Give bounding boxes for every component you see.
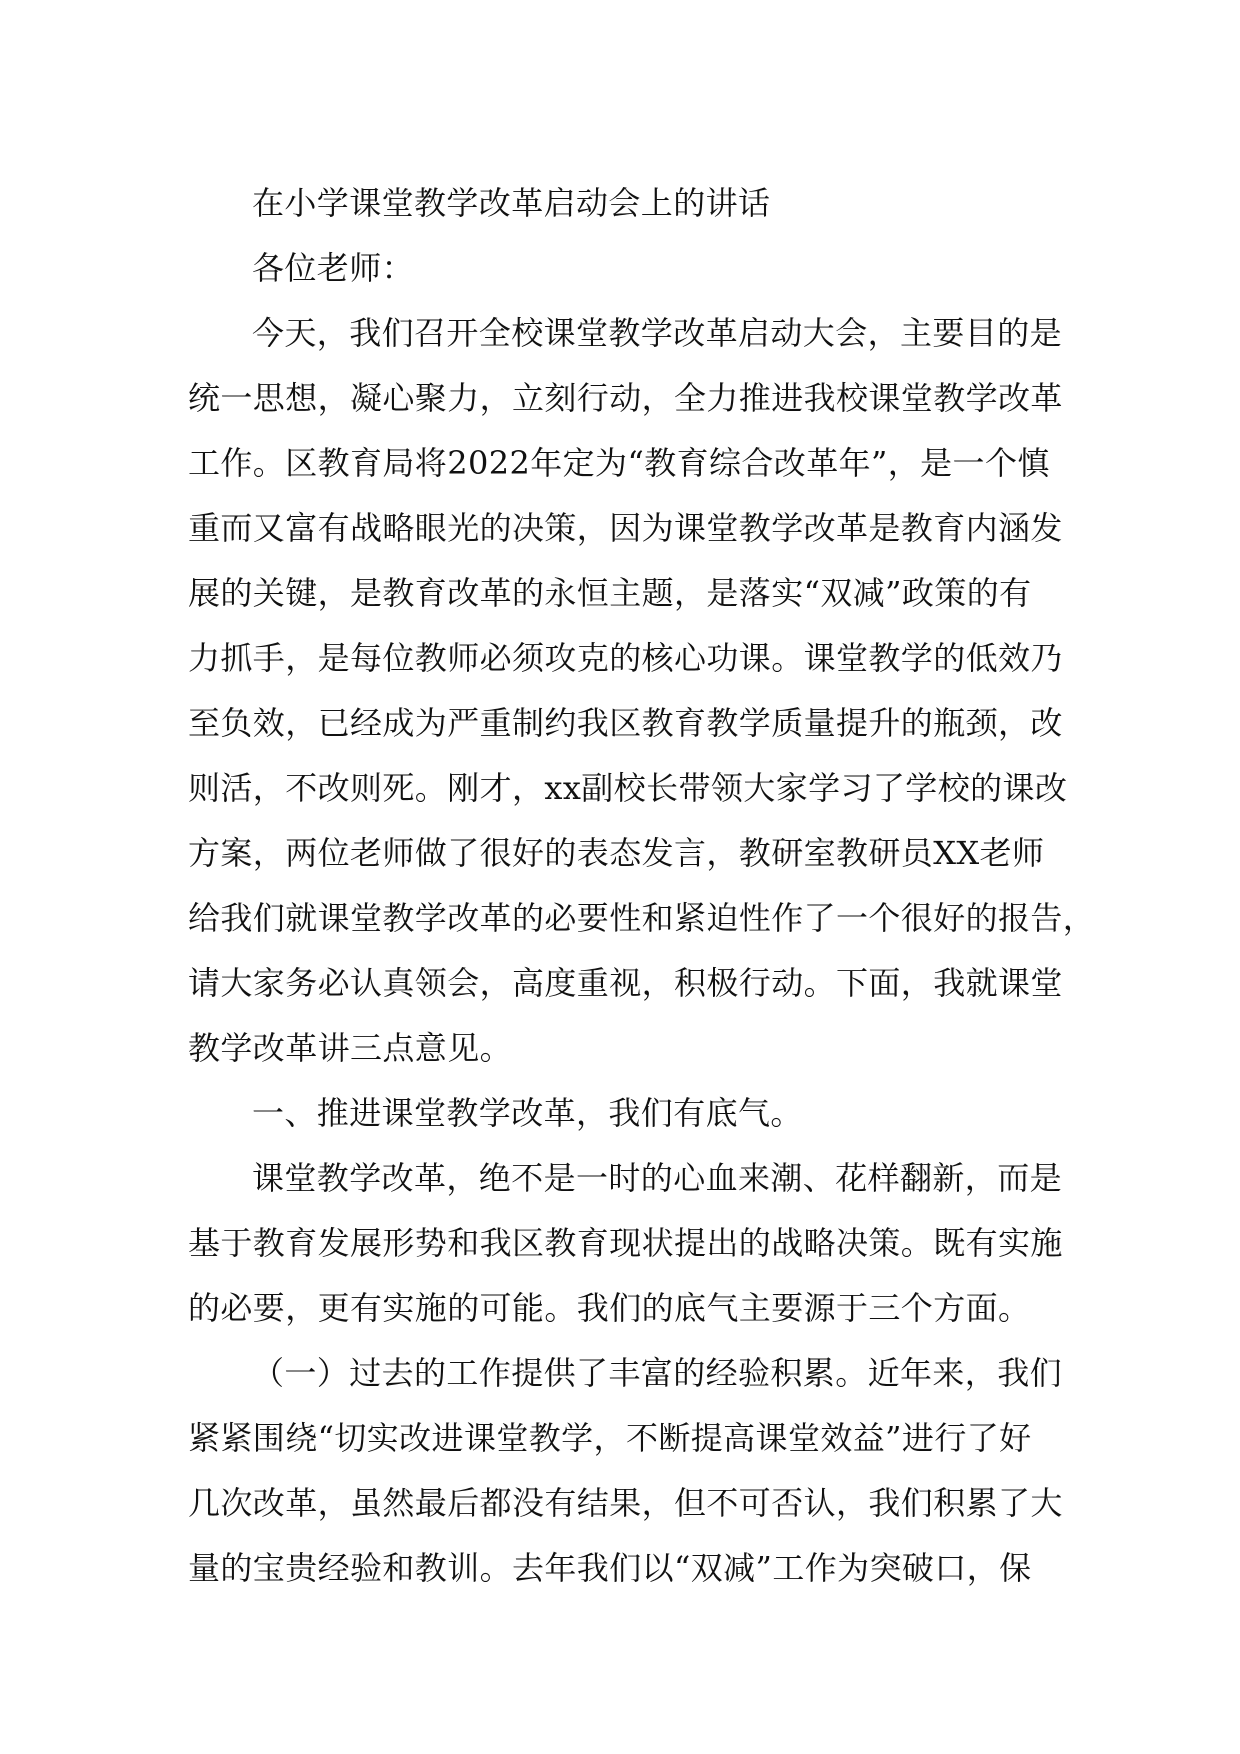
paragraph-line: 紧紧围绕“切实改进课堂教学，不断提高课堂效益”进行了好	[188, 1419, 1032, 1457]
paragraph-line: 教学改革讲三点意见。	[188, 1029, 513, 1067]
paragraph-line: 课堂教学改革，绝不是一时的心血来潮、花样翻新，而是	[252, 1159, 1063, 1197]
paragraph-line: 方案，两位老师做了很好的表态发言，教研室教研员XX老师	[188, 834, 1045, 872]
paragraph-line: 量的宝贵经验和教训。去年我们以“双减”工作为突破口，保	[188, 1549, 1032, 1587]
paragraph-line: 重而又富有战略眼光的决策，因为课堂教学改革是教育内涵发	[188, 509, 1063, 547]
document-title: 在小学课堂教学改革启动会上的讲话	[252, 184, 771, 222]
paragraph-line: 的必要，更有实施的可能。我们的底气主要源于三个方面。	[188, 1289, 1031, 1327]
paragraph-line: 至负效，已经成为严重制约我区教育教学质量提升的瓶颈，改	[188, 704, 1063, 742]
paragraph-line: 请大家务必认真领会，高度重视，积极行动。下面，我就课堂	[188, 964, 1063, 1002]
section-heading: 一、推进课堂教学改革，我们有底气。	[252, 1094, 803, 1132]
paragraph-line: 给我们就课堂教学改革的必要性和紧迫性作了一个很好的报告，	[188, 899, 1096, 937]
paragraph-line: 力抓手，是每位教师必须攻克的核心功课。课堂教学的低效乃	[188, 639, 1063, 677]
paragraph-line: 展的关键，是教育改革的永恒主题，是落实“双减”政策的有	[188, 574, 1032, 612]
paragraph-line: 几次改革，虽然最后都没有结果，但不可否认，我们积累了大	[188, 1484, 1063, 1522]
salutation: 各位老师：	[252, 249, 415, 287]
paragraph-line: 工作。区教育局将2022年定为“教育综合改革年”，是一个慎	[188, 444, 1050, 482]
paragraph-line: 基于教育发展形势和我区教育现状提出的战略决策。既有实施	[188, 1224, 1063, 1262]
paragraph-line: 则活，不改则死。刚才，xx副校长带领大家学习了学校的课改	[188, 769, 1068, 807]
paragraph-line: （一）过去的工作提供了丰富的经验积累。近年来，我们	[252, 1354, 1063, 1392]
paragraph-line: 今天，我们召开全校课堂教学改革启动大会，主要目的是	[252, 314, 1063, 352]
document-body	[188, 171, 1096, 1601]
paragraph-line: 统一思想，凝心聚力，立刻行动，全力推进我校课堂教学改革	[188, 379, 1063, 417]
